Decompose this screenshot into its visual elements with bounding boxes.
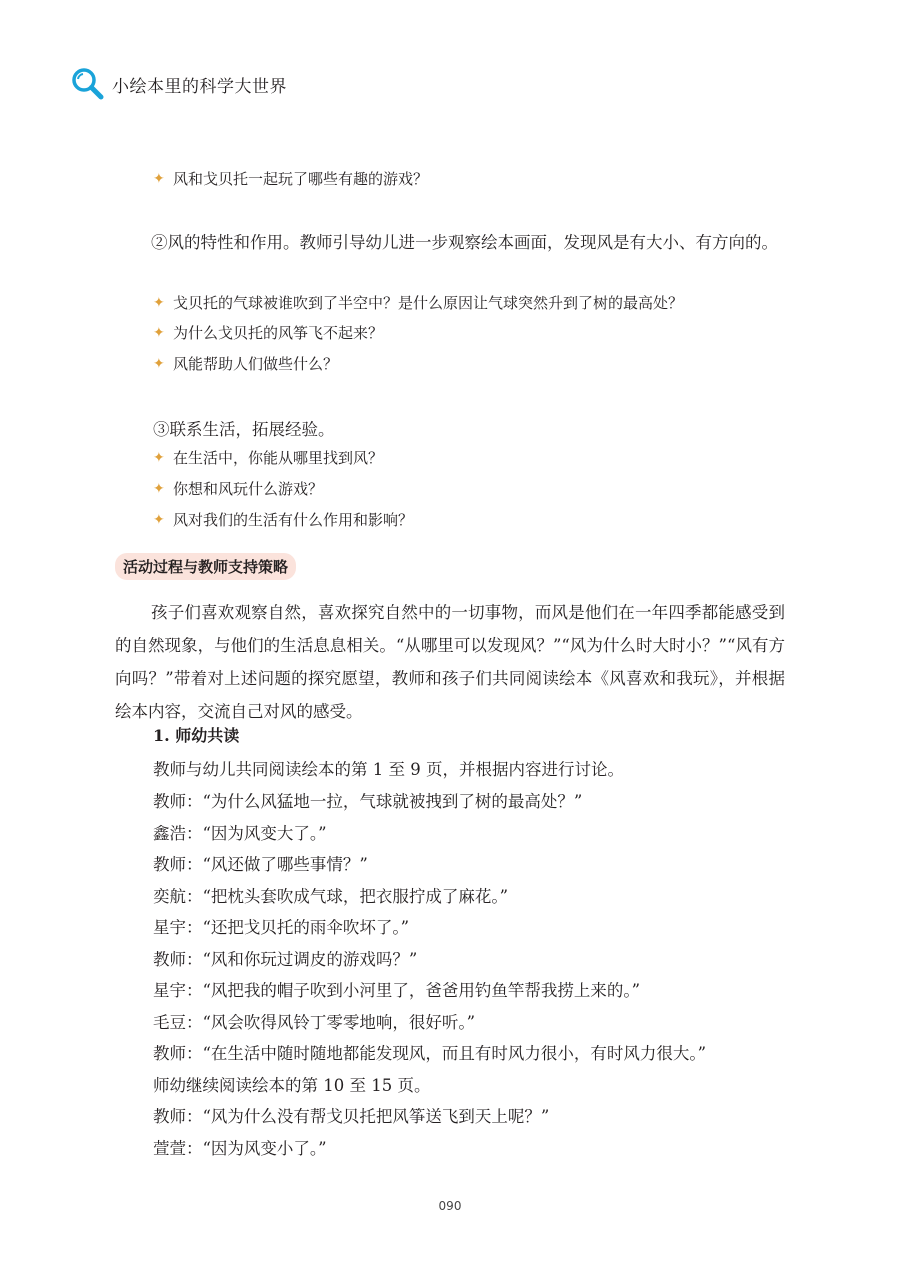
- section3-heading: ③联系生活，拓展经验。: [153, 420, 335, 439]
- bullet-question: ✦ 风和戈贝托一起玩了哪些有趣的游戏？: [153, 170, 429, 188]
- page-header: [70, 64, 287, 104]
- dialogue-line: 星宇：“还把戈贝托的雨伞吹坏了。”: [153, 918, 410, 937]
- dialogue-line: 教师与幼儿共同阅读绘本的第 1 至 9 页，并根据内容进行讨论。: [153, 760, 624, 779]
- dialogue-line: 毛豆：“风会吹得风铃丁零零地响，很好听。”: [153, 1013, 476, 1032]
- magnifier-icon: [70, 66, 106, 102]
- star-icon: ✦: [153, 480, 165, 497]
- dialogue-line: 师幼继续阅读绘本的第 10 至 15 页。: [153, 1076, 431, 1095]
- page-number: 090: [438, 1199, 462, 1213]
- dialogue-line: 星宇：“风把我的帽子吹到小河里了，爸爸用钓鱼竿帮我捞上来的。”: [153, 981, 641, 1000]
- section-title: 活动过程与教师支持策略: [115, 553, 296, 580]
- bullet-question: ✦ 风对我们的生活有什么作用和影响？: [153, 511, 414, 529]
- dialogue-line: 教师：“风还做了哪些事情？”: [153, 855, 368, 874]
- star-icon: ✦: [153, 511, 165, 528]
- star-icon: ✦: [153, 355, 165, 372]
- activity-intro: 孩子们喜欢观察自然，喜欢探究自然中的一切事物，而风是他们在一年四季都能感受到的自然现象，与他们的生活息息相关。“从哪里可以发现风？”“风为什么时大时小？”“风有方向吗？”带着对上述问题的探究愿望，教师和孩子们共同阅读绘本《风喜欢和我玩》，并根据绘本内容，交流自己对风的感受。: [115, 603, 785, 721]
- star-icon: ✦: [153, 324, 165, 341]
- star-icon: ✦: [153, 294, 165, 311]
- bullet-question: ✦ 戈贝托的气球被谁吹到了半空中？是什么原因让气球突然升到了树的最高处？: [153, 294, 684, 312]
- star-icon: ✦: [153, 170, 165, 187]
- dialogue-line: 教师：“风为什么没有帮戈贝托把风筝送飞到天上呢？”: [153, 1107, 550, 1126]
- bullet-question: ✦ 风能帮助人们做些什么？: [153, 355, 339, 373]
- subheading: 1. 师幼共读: [153, 726, 240, 745]
- dialogue-line: 教师：“为什么风猛地一拉，气球就被拽到了树的最高处？”: [153, 792, 583, 811]
- dialogue-line: 教师：“在生活中随时随地都能发现风，而且有时风力很小，有时风力很大。”: [153, 1044, 707, 1063]
- bullet-question: ✦ 在生活中，你能从哪里找到风？: [153, 449, 384, 467]
- star-icon: ✦: [153, 449, 165, 466]
- dialogue-line: 鑫浩：“因为风变大了。”: [153, 824, 327, 843]
- dialogue-line: 教师：“风和你玩过调皮的游戏吗？”: [153, 950, 418, 969]
- section2-paragraph: ②风的特性和作用。教师引导幼儿进一步观察绘本画面，发现风是有大小、有方向的。: [151, 233, 778, 252]
- bullet-question: ✦ 为什么戈贝托的风筝飞不起来？: [153, 324, 384, 342]
- dialogue-line: 萱萱：“因为风变小了。”: [153, 1139, 327, 1158]
- bullet-question: ✦ 你想和风玩什么游戏？: [153, 480, 324, 498]
- dialogue-line: 奕航：“把枕头套吹成气球，把衣服拧成了麻花。”: [153, 887, 509, 906]
- book-title: 小绘本里的科学大世界: [112, 76, 287, 97]
